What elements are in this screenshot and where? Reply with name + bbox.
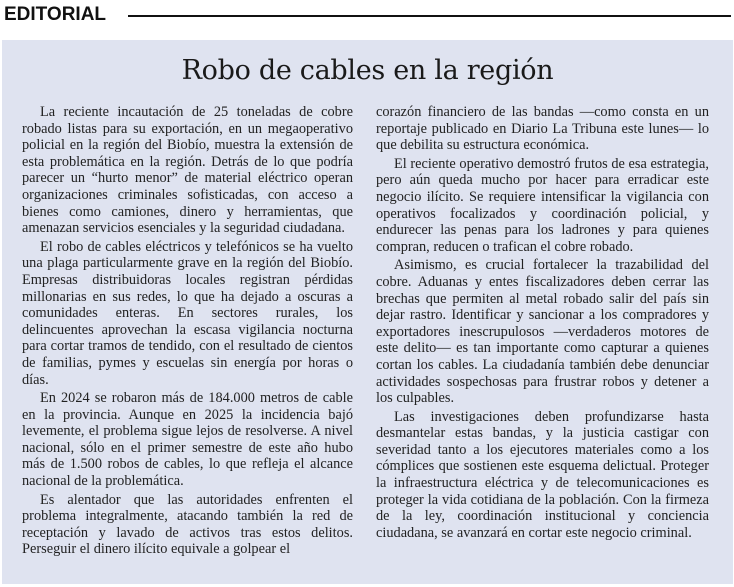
paragraph: Asimismo, es crucial fortalecer la trazabilidad del cobre. Aduanas y entes fiscalizadores deben cerrar las brechas que permiten al metal robado salir del país sin dejar rastro. Identificar y sancionar a los compradores y exportadores inescrupulosos —verdaderos motores de este delito— es tan importante como capturar a quienes cortan los cables. La ciudadanía también debe denunciar actividades sospechosas para frustrar robos y detener a los culpables. [376, 257, 709, 407]
editorial-panel [2, 40, 733, 584]
article-title: Robo de cables en la región [181, 55, 554, 86]
paragraph: Las investigaciones deben profundizarse hasta desmantelar estas bandas, y la justicia castigar con severidad tanto a los ejecutores materiales como a los cómplices que sostienen este esquema delictual. Proteger la infraestructura eléctrica y de telecomunicaciones es proteger la vida cotidiana de la población. Con la firmeza de la ley, coordinación institucional y conciencia ciudadana, se avanzará en cortar este negocio criminal. [376, 408, 709, 541]
paragraph: La reciente incautación de 25 toneladas de cobre robado listas para su exportación, en un megaoperativo policial en la región del Biobío, muestra la extensión de esta problemática en la región. Detrás de lo que podría parecer un “hurto menor” de material eléctrico operan organizaciones criminales sofisticadas, con acceso a bienes como camiones, dinero y herramientas, que amenazan servicios esenciales y la seguridad ciudadana. [22, 104, 353, 237]
paragraph: El robo de cables eléctricos y telefónicos se ha vuelto una plaga particularmente grave en la región del Biobío. Empresas distribuidoras locales registran pérdidas millonarias en sus redes, lo que ha dejado a oscuras a comunidades enteras. En sectores rurales, los delincuentes aprovechan la escasa vigilancia nocturna para cortar tramos de tendido, con el resultado de cientos de familias, pymes y escuelas sin energía por horas o días. [22, 238, 353, 388]
paragraph-continued: corazón financiero de las bandas —como consta en un reportaje publicado en Diario La Tribuna este lunes— lo que debilita su estructura económica. [376, 104, 709, 154]
section-header [0, 0, 734, 32]
paragraph: En 2024 se robaron más de 184.000 metros de cable en la provincia. Aunque en 2025 la incidencia bajó levemente, el problema sigue lejos de resolverse. A nivel nacional, sólo en el primer semestre de este año hubo más de 1.500 robos de cables, lo que refleja el alcance nacional de la problemática. [22, 390, 353, 490]
section-label: EDITORIAL [4, 4, 107, 25]
paragraph: El reciente operativo demostró frutos de esa estrategia, pero aún queda mucho por hacer para erradicar este negocio ilícito. Se requiere intensificar la vigilancia con operativos focalizados y coordinación policial, y endurecer las penas para los ladrones y para quienes compran, reducen o trafican el cobre robado. [376, 155, 709, 255]
section-rule [128, 15, 731, 17]
paragraph: Es alentador que las autoridades enfrenten el problema integralmente, atacando también la red de receptación y lavado de activos tras estos delitos. Perseguir el dinero ilícito equivale a golpear el [22, 491, 353, 558]
right-column [376, 104, 709, 543]
left-column [22, 104, 353, 560]
